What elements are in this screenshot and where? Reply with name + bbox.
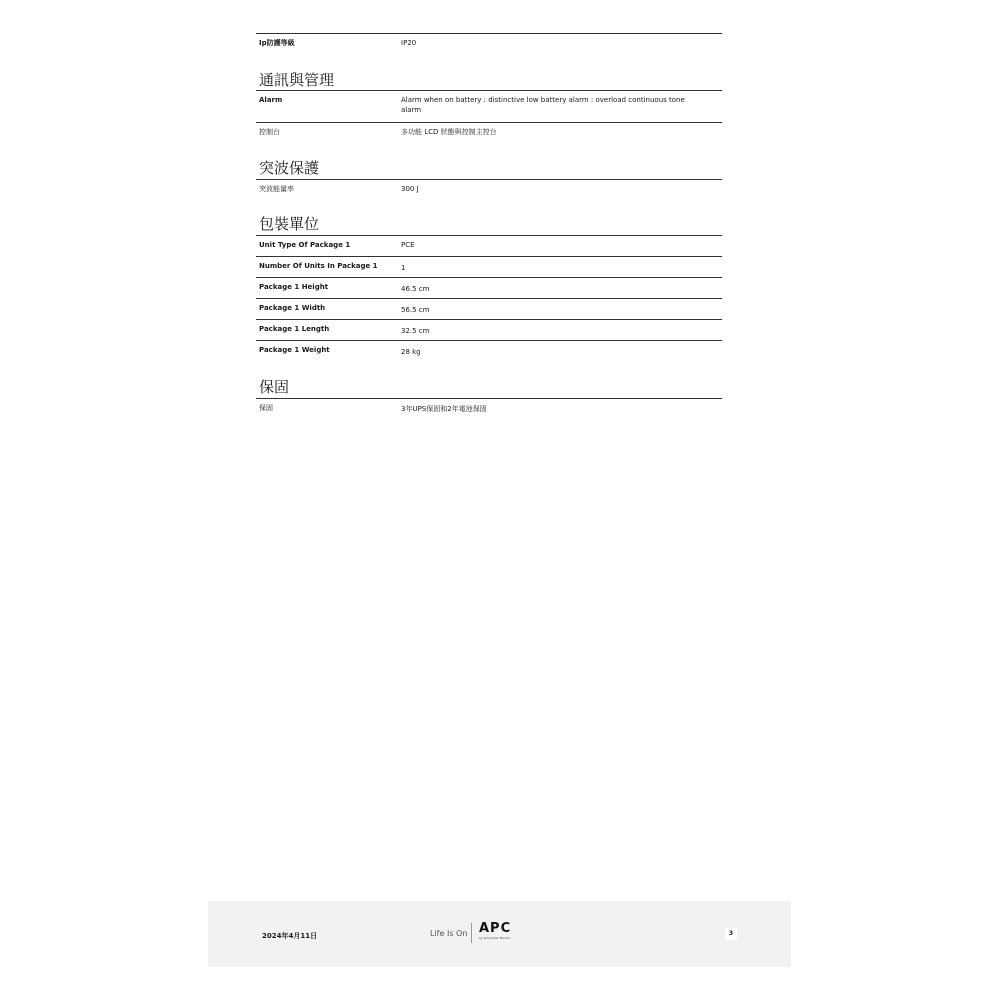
spec-label: Package 1 Weight <box>259 346 330 354</box>
apc-logo <box>479 922 519 944</box>
spec-label: Unit Type Of Package 1 <box>259 241 351 249</box>
spec-value: 28 kg <box>401 348 421 356</box>
spec-value: 46.5 cm <box>401 285 430 293</box>
spec-label: 突波能量率 <box>259 185 294 193</box>
spec-label: 保固 <box>259 404 273 412</box>
spec-row-ip-rating <box>256 33 722 55</box>
spec-value: PCE <box>401 241 415 249</box>
spec-value: IP20 <box>401 39 417 47</box>
spec-value: 32.5 cm <box>401 327 430 335</box>
spec-label: Number Of Units In Package 1 <box>259 262 378 270</box>
spec-label: Ip防護等級 <box>259 39 295 47</box>
spec-value: 300 J <box>401 185 419 193</box>
spec-label: 控制台 <box>259 128 280 136</box>
spec-row-weight <box>256 340 722 362</box>
footer-date: 2024年4月11日 <box>262 932 318 940</box>
spec-label: Package 1 Length <box>259 325 330 333</box>
footer-divider <box>471 923 472 943</box>
spec-row-height <box>256 277 722 298</box>
spec-row-warranty <box>256 398 722 420</box>
spec-row-alarm <box>256 90 722 122</box>
section-heading-warranty: 保固 <box>259 378 290 396</box>
spec-row-length <box>256 319 722 340</box>
section-heading-package: 包裝單位 <box>259 215 320 233</box>
spec-value: 1 <box>401 264 406 272</box>
spec-label: Package 1 Width <box>259 304 326 312</box>
page-footer <box>208 901 791 967</box>
section-heading-comms: 通訊與管理 <box>259 71 335 89</box>
section-heading-surge: 突波保護 <box>259 159 320 177</box>
spec-value: 3年UPS保固和2年電池保固 <box>401 405 487 413</box>
apc-logo-subtext: by Schneider Electric <box>479 936 511 940</box>
spec-label: Package 1 Height <box>259 283 329 291</box>
spec-row-width <box>256 298 722 319</box>
page-number: 3 <box>725 928 737 940</box>
spec-row-surge-energy <box>256 179 722 201</box>
spec-value: 56.5 cm <box>401 306 430 314</box>
spec-row-console <box>256 122 722 144</box>
spec-row-unit-type <box>256 235 722 256</box>
apc-logo-text: APC <box>479 921 512 936</box>
spec-row-units-count <box>256 256 722 277</box>
spec-label: Alarm <box>259 96 283 104</box>
life-is-on-tagline: Life Is On <box>430 929 468 938</box>
spec-value: Alarm when on battery : distinctive low battery alarm : overload continuous tone alarm <box>401 96 685 114</box>
spec-value: 多功能 LCD 狀態與控制主控台 <box>401 128 497 136</box>
